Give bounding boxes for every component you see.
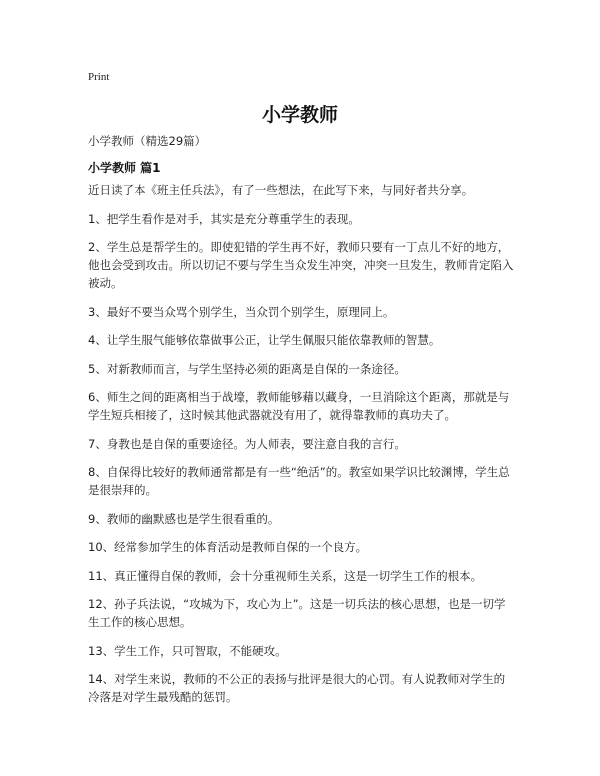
paragraph-10: 10、经常参加学生的体育活动是教师自保的一个良方。 <box>88 540 368 554</box>
paragraph-5: 5、对新教师而言，与学生坚持必须的距离是自保的一条途径。 <box>88 361 406 376</box>
paragraph-14: 14、对学生来说，教师的不公正的表扬与批评是很大的心罚。有人说教师对学生的冷落是对学生最残酷的惩罚。 <box>88 672 506 704</box>
section-heading: 小学教师 篇1 <box>88 161 161 175</box>
paragraph-3: 3、最好不要当众骂个别学生，当众罚个别学生，原理同上。 <box>88 304 395 319</box>
paragraph-9: 9、教师的幽默感也是学生很看重的。 <box>88 511 280 526</box>
paragraph-intro: 近日读了本《班主任兵法》，有了一些想法，在此写下来，与同好者共分享。 <box>88 183 474 197</box>
paragraph-4: 4、让学生服气能够依靠做事公正，让学生佩服只能依靠教师的智慧。 <box>88 333 441 347</box>
article-body <box>88 181 516 717</box>
paragraph-7: 7、身教也是自保的重要途径。为人师表，要注意自我的言行。 <box>88 436 406 451</box>
paragraph-8: 8、自保得比较好的教师通常都是有一些“绝活”的。教室如果学识比较渊博，学生总是很崇拜的。 <box>88 465 510 497</box>
print-link[interactable]: Print <box>88 71 110 83</box>
paragraph-11: 11、真正懂得自保的教师，会十分重视师生关系，这是一切学生工作的根本。 <box>88 568 483 583</box>
document-subtitle: 小学教师（精选29篇） <box>88 134 207 148</box>
paragraph-6: 6、师生之间的距离相当于战壕，教师能够藉以藏身，一旦消除这个距离，那就是与学生短兵相接了，这时候其他武器就没有用了，就得靠教师的真功夫了。 <box>88 390 510 422</box>
paragraph-1: 1、把学生看作是对手，其实是充分尊重学生的表现。 <box>88 211 360 226</box>
document-title: 小学教师 <box>261 104 338 126</box>
paragraph-12: 12、孙子兵法说，“攻城为下，攻心为上”。这是一切兵法的核心思想，也是一切学生工作的核心思想。 <box>88 597 506 629</box>
paragraph-13: 13、学生工作，只可智取，不能硬攻。 <box>88 643 287 658</box>
paragraph-2: 2、学生总是帮学生的。即使犯错的学生再不好，教师只要有一丁点儿不好的地方，他也会受到攻击。所以切记不要与学生当众发生冲突，冲突一旦发生，教师肯定陷入被动。 <box>88 240 514 290</box>
